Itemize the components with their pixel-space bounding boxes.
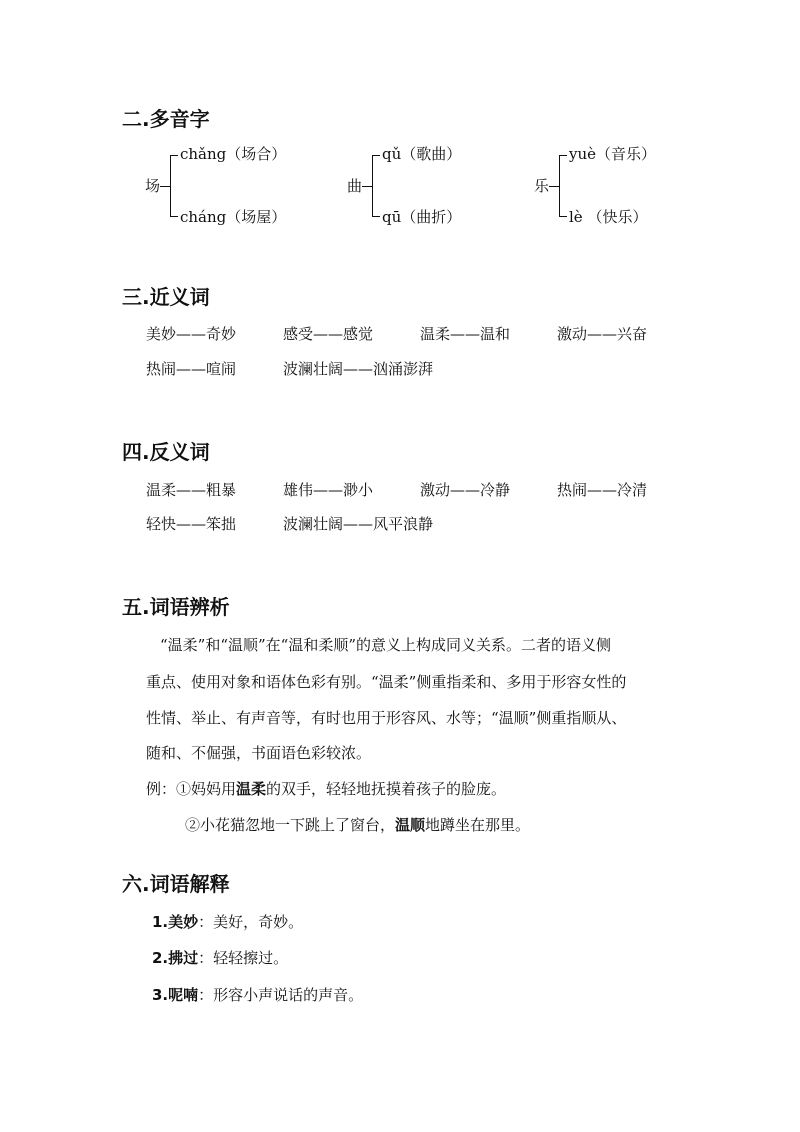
example-sentence-1 <box>146 779 506 799</box>
example-suffix: 的双手，轻轻地抚摸着孩子的脸庞。 <box>266 780 507 798</box>
section-title-polyphones: 二.多音字 <box>122 107 210 131</box>
explanation-definition: ：形容小声说话的声音。 <box>198 986 364 1004</box>
example-suffix: 地蹲坐在那里。 <box>425 816 531 834</box>
analysis-line: 重点、使用对象和语体色彩有别。“温柔”侧重指柔和、多用于形容女性的 <box>146 673 627 691</box>
synonym-pair: 美妙——奇妙 <box>146 325 237 343</box>
section-title-analysis: 五.词语辨析 <box>122 595 230 619</box>
section-title-explanations: 六.词语解释 <box>122 872 230 896</box>
explanation-definition: ：美好，奇妙。 <box>198 913 304 931</box>
pronunciation-top: yuè（音乐） <box>569 145 657 163</box>
antonym-pair: 轻快——笨拙 <box>146 515 237 533</box>
pronunciation-bottom: qū（曲折） <box>382 208 462 226</box>
bracket-stem <box>160 186 170 187</box>
example-prefix: ②小花猫忽地一下跳上了窗台， <box>185 816 396 834</box>
antonym-pair: 热闹——冷清 <box>557 481 648 499</box>
explanation-definition: ：轻轻擦过。 <box>198 949 289 967</box>
synonym-pair: 波澜壮阔——汹涌澎湃 <box>283 360 434 378</box>
bracket-stem <box>549 186 559 187</box>
brace-bracket <box>170 155 171 217</box>
explanation-item <box>152 948 288 968</box>
polyphone-char: 曲 <box>347 177 363 195</box>
section-title-antonyms: 四.反义词 <box>122 440 210 464</box>
analysis-line: 随和、不倔强，书面语色彩较浓。 <box>146 744 372 762</box>
explanation-term: 3.呢喃 <box>152 986 199 1004</box>
synonym-pair: 感受——感觉 <box>283 325 374 343</box>
polyphone-char: 乐 <box>534 177 550 195</box>
explanation-term: 1.美妙 <box>152 913 199 931</box>
synonym-pair: 热闹——喧闹 <box>146 360 237 378</box>
brace-bracket <box>372 155 373 217</box>
analysis-line: “温柔”和“温顺”在“温和柔顺”的意义上构成同义关系。二者的语义侧 <box>160 636 612 654</box>
synonym-pair: 激动——兴奋 <box>557 325 648 343</box>
antonym-pair: 激动——冷静 <box>420 481 511 499</box>
polyphone-char: 场 <box>145 177 161 195</box>
example-keyword: 温顺 <box>395 816 426 834</box>
example-sentence-2 <box>185 815 530 835</box>
explanation-term: 2.拂过 <box>152 949 199 967</box>
pronunciation-bottom: cháng（场屋） <box>180 208 287 226</box>
pronunciation-bottom: lè （快乐） <box>569 208 648 226</box>
antonym-pair: 雄伟——渺小 <box>283 481 374 499</box>
example-keyword: 温柔 <box>236 780 267 798</box>
section-title-synonyms: 三.近义词 <box>122 285 210 309</box>
antonym-pair: 温柔——粗暴 <box>146 481 237 499</box>
explanation-item <box>152 912 303 932</box>
brace-bracket <box>559 155 560 217</box>
pronunciation-top: chǎng（场合） <box>180 145 287 163</box>
example-prefix: 例：①妈妈用 <box>146 780 237 798</box>
antonym-pair: 波澜壮阔——风平浪静 <box>283 515 434 533</box>
pronunciation-top: qǔ（歌曲） <box>382 145 462 163</box>
bracket-stem <box>362 186 372 187</box>
synonym-pair: 温柔——温和 <box>420 325 511 343</box>
analysis-line: 性情、举止、有声音等，有时也用于形容风、水等；“温顺”侧重指顺从、 <box>146 709 627 727</box>
explanation-item <box>152 985 363 1005</box>
